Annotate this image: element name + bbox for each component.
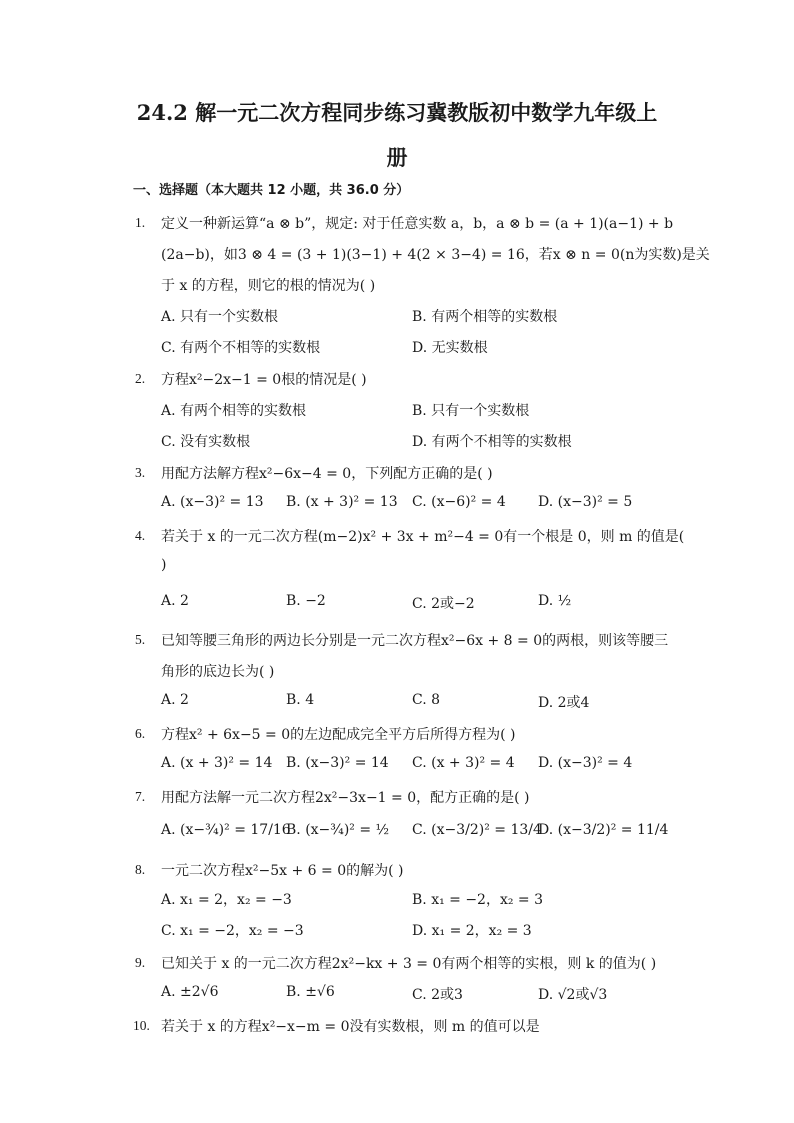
question-text: ) <box>161 557 167 573</box>
question-text: 已知关于 x 的一元二次方程2x²−kx + 3 = 0有两个相等的实根，则 k 的值为( ) <box>161 956 657 972</box>
section-heading: 一、选择题（本大题共 12 小题，共 36.0 分） <box>133 183 410 198</box>
question-text: 定义一种新运算“a ⊗ b”，规定: 对于任意实数 a，b，a ⊗ b = (a + 1)(a−1) + b <box>161 216 674 232</box>
option-d[interactable]: D. 2或4 <box>538 695 590 711</box>
question-number: 3. <box>135 465 146 480</box>
question-text: 已知等腰三角形的两边长分别是一元二次方程x²−6x + 8 = 0的两根，则该等腰三 <box>161 633 669 649</box>
option-d[interactable]: D. √2或√3 <box>538 987 608 1003</box>
option-b[interactable]: B. (x−¾)² = ½ <box>286 822 390 838</box>
question-number: 7. <box>135 789 146 804</box>
option-a[interactable]: A. 只有一个实数根 <box>161 309 279 325</box>
option-b[interactable]: B. 只有一个实数根 <box>412 403 530 419</box>
option-b[interactable]: B. (x + 3)² = 13 <box>286 494 398 510</box>
option-b[interactable]: B. (x−3)² = 14 <box>286 755 389 771</box>
question-text: 用配方法解方程x²−6x−4 = 0，下列配方正确的是( ) <box>161 466 493 482</box>
question-number: 4. <box>135 528 146 543</box>
question-number: 9. <box>135 955 146 970</box>
option-c[interactable]: C. 2或3 <box>412 987 463 1003</box>
option-d[interactable]: D. 无实数根 <box>412 340 488 356</box>
option-d[interactable]: D. (x−3)² = 5 <box>538 494 633 510</box>
question-text: 于 x 的方程，则它的根的情况为( ) <box>161 278 376 294</box>
option-a[interactable]: A. (x−¾)² = 17/16 <box>161 822 291 838</box>
question-text: (2a−b)，如3 ⊗ 4 = (3 + 1)(3−1) + 4(2 × 3−4) = 16，若x ⊗ n = 0(n为实数)是关 <box>161 247 710 263</box>
option-c[interactable]: C. (x−3/2)² = 13/4 <box>412 822 542 838</box>
option-a[interactable]: A. ±2√6 <box>161 984 219 1000</box>
option-a[interactable]: A. 2 <box>161 692 189 708</box>
option-c[interactable]: C. 8 <box>412 692 441 708</box>
question-number: 6. <box>135 726 146 741</box>
option-a[interactable]: A. 2 <box>161 593 189 609</box>
question-text: 方程x² + 6x−5 = 0的左边配成完全平方后所得方程为( ) <box>161 727 516 743</box>
question-text: 若关于 x 的一元二次方程(m−2)x² + 3x + m²−4 = 0有一个根是 0，则 m 的值是( <box>161 529 685 545</box>
page-title-line-2: 册 <box>386 145 408 170</box>
page-title-line-1: 24.2 解一元二次方程同步练习冀教版初中数学九年级上 <box>136 100 658 125</box>
question-number: 8. <box>135 862 146 877</box>
option-d[interactable]: D. 有两个不相等的实数根 <box>412 434 572 450</box>
question-number: 1. <box>135 215 146 230</box>
option-d[interactable]: D. ½ <box>538 593 572 609</box>
question-text: 用配方法解一元二次方程2x²−3x−1 = 0，配方正确的是( ) <box>161 790 530 806</box>
question-text: 一元二次方程x²−5x + 6 = 0的解为( ) <box>161 863 404 879</box>
option-a[interactable]: A. 有两个相等的实数根 <box>161 403 307 419</box>
question-number: 2. <box>135 371 146 386</box>
option-d[interactable]: D. (x−3/2)² = 11/4 <box>538 822 669 838</box>
option-d[interactable]: D. x₁ = 2，x₂ = 3 <box>412 923 532 939</box>
option-b[interactable]: B. 4 <box>286 692 315 708</box>
question-text: 方程x²−2x−1 = 0根的情况是( ) <box>161 372 367 388</box>
option-b[interactable]: B. −2 <box>286 593 326 609</box>
option-c[interactable]: C. (x + 3)² = 4 <box>412 755 515 771</box>
question-number: 10. <box>133 1018 150 1033</box>
option-c[interactable]: C. 2或−2 <box>412 596 475 612</box>
question-text: 若关于 x 的方程x²−x−m = 0没有实数根，则 m 的值可以是 <box>161 1019 540 1035</box>
option-a[interactable]: A. (x + 3)² = 14 <box>161 755 273 771</box>
option-c[interactable]: C. 有两个不相等的实数根 <box>161 340 321 356</box>
option-b[interactable]: B. 有两个相等的实数根 <box>412 309 558 325</box>
question-text: 角形的底边长为( ) <box>161 664 275 680</box>
option-c[interactable]: C. x₁ = −2，x₂ = −3 <box>161 923 304 939</box>
option-a[interactable]: A. x₁ = 2，x₂ = −3 <box>161 892 292 908</box>
option-c[interactable]: C. 没有实数根 <box>161 434 251 450</box>
option-b[interactable]: B. x₁ = −2，x₂ = 3 <box>412 892 544 908</box>
question-number: 5. <box>135 632 146 647</box>
option-b[interactable]: B. ±√6 <box>286 984 335 1000</box>
option-c[interactable]: C. (x−6)² = 4 <box>412 494 506 510</box>
option-d[interactable]: D. (x−3)² = 4 <box>538 755 633 771</box>
option-a[interactable]: A. (x−3)² = 13 <box>161 494 264 510</box>
